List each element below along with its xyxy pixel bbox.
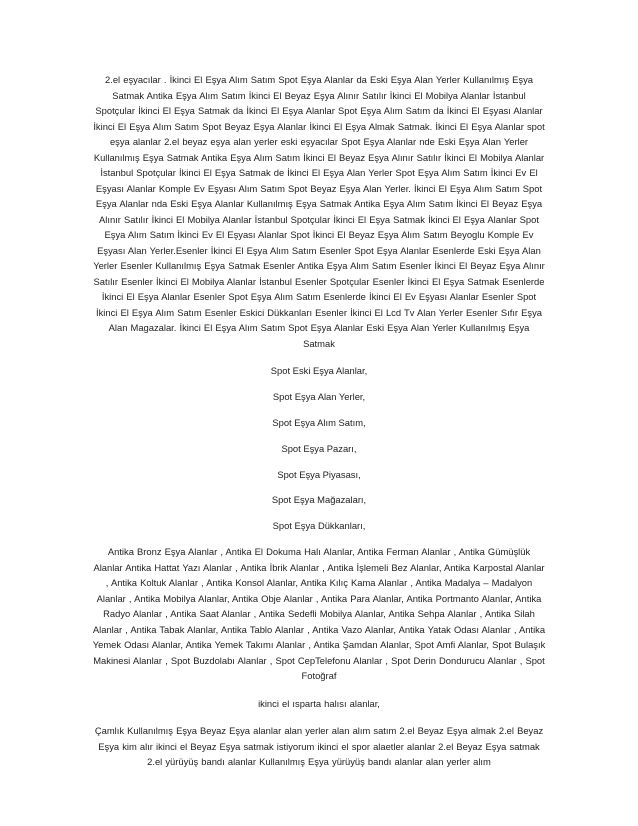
heading-line: Spot Eski Eşya Alanlar, (270, 365, 368, 376)
spot-heading-list (92, 363, 546, 534)
heading-line: Spot Eşya Piyasası, (277, 468, 361, 480)
paragraph-intro: 2.el eşyacılar . İkinci El Eşya Alım Satım Spot Eşya Alanlar da Eski Eşya Alan Yerler Kullanılmış Eşya Satmak Antika Eşya Alım Satım İkinci El Beyaz Eşya Alınır Satılır İkinci El Mobilya Alanlar İstanbul Spotçular İkinci El Eşya Satmak da İkinci El Eşya Alanlar Spot Eşya Alım Satım da İkinci El Eşyası Alanlar İkinci El Eşya Alım Satım Spot Beyaz Eşya Alanlar İkinci El Eşya Almak Satmak. İkinci El Eşya Alanlar spot eşya alanlar 2.el beyaz eşya alan yerler eski eşyacılar Spot Eşya Alanlar nde Eski Eşya Alan Yerler Kullanılmış Eşya Satmak Antika Eşya Alım Satım İkinci El Beyaz Eşya Alınır Satılır İkinci El Mobilya Alanlar İstanbul Spotçular İkinci El Eşya Satmak de İkinci El Eşya Alan Yerler Spot Eşya Alım Satım İkinci Ev El Eşyası Alanlar Komple Ev Eşyası Alım Satım Spot Beyaz Eşya Alan Yerler. İkinci El Eşya Alım Satım Spot Eşya Alanlar nda Eski Eşya Alanlar Kullanılmış Eşya Satmak Antika Eşya Alım Satım İkinci El Beyaz Eşya Alınır Satılır İkinci El Mobilya Alanlar İstanbul Spotçular İkinci El Eşya Satmak İkinci El Eşya Alanlar Spot Eşya Alım Satım İkinci Ev El Eşyası Alanlar Spot İkinci El Beyaz Eşya Alım Satım Beyoglu Komple Ev Eşyası Alan Yerler.Esenler İkinci El Eşya Alım Satım Esenler Spot Eşya Alanlar Esenlerde Eski Eşya Alan Yerler Esenler Kullanılmış Eşya Satmak Esenler Antika Eşya Alım Satım Esenler İkinci El Beyaz Eşya Alınır Satılır Esenler İkinci El Mobilya Alanlar İstanbul Esenler Spotçular Esenler İkinci El Eşya Satmak Esenlerde İkinci El Eşya Alanlar Esenler Spot Eşya Alım Satım Esenlerde İkinci El Ev Eşyası Alanlar Esenler Spot İkinci El Eşya Alım Satım Esenler Eskici Dükkanları Esenler İkinci El Lcd Tv Alan Yerler Esenler Sıfır Eşya Alan Magazalar. İkinci El Eşya Alım Satım Spot Eşya Alanlar Eski Eşya Alan Yerler Kullanılmış Eşya Satmak (93, 74, 545, 349)
single-line: ikinci el ısparta halısı alanlar, (258, 697, 380, 709)
paragraph-camlik: Çamlık Kullanılmış Eşya Beyaz Eşya alanlar alan yerler alan alım satım 2.el Beyaz Eşya almak 2.el Beyaz Eşya kim alır ikinci el Beyaz Eşya satmak istiyorum ikinci el spor alaetler alanlar 2.el Beyaz Eşya satmak 2.el yürüyüş bandı alanlar Kullanılmış Eşya yürüyüş bandı alanlar alan yerler alım (94, 725, 544, 768)
document-page (92, 72, 546, 770)
heading-line: Spot Eşya Alım Satım, (272, 416, 366, 428)
heading-line: Spot Eşya Dükkanları, (272, 520, 366, 532)
heading-line: Spot Eşya Alan Yerler, (272, 390, 366, 402)
paragraph-antika: Antika Bronz Eşya Alanlar , Antika El Dokuma Halı Alanlar, Antika Ferman Alanlar , Antika Gümüşlük Alanlar Antika Hattat Yazı Alanlar , Antika İbrik Alanlar , Antika İşlemeli Bez Alanlar, Antika Karpostal Alanlar , Antika Koltuk Alanlar , Antika Konsol Alanlar, Antika Kılıç Kama Alanlar , Antika Madalya – Madalyon Alanlar , Antika Mobilya Alanlar, Antika Obje Alanlar , Antika Para Alanlar, Antika Portmanto Alanlar, Antika Radyo Alanlar , Antika Saat Alanlar , Antika Sedefli Mobilya Alanlar, Antika Sehpa Alanlar , Antika Silah Alanlar , Antika Tabak Alanlar, Antika Tablo Alanlar , Antika Vazo Alanlar, Antika Yatak Odası Alanlar , Antika Yemek Odası Alanlar, Antika Yemek Takımı Alanlar , Antika Şamdan Alanlar, Spot Amfi Alanlar, Spot Bulaşık Makinesi Alanlar , Spot Buzdolabı Alanlar , Spot CepTelefonu Alanlar , Spot Derin Dondurucu Alanlar , Spot Fotoğraf (92, 546, 546, 682)
heading-line: Spot Eşya Pazarı, (281, 442, 357, 454)
heading-line: Spot Eşya Mağazaları, (271, 494, 367, 506)
